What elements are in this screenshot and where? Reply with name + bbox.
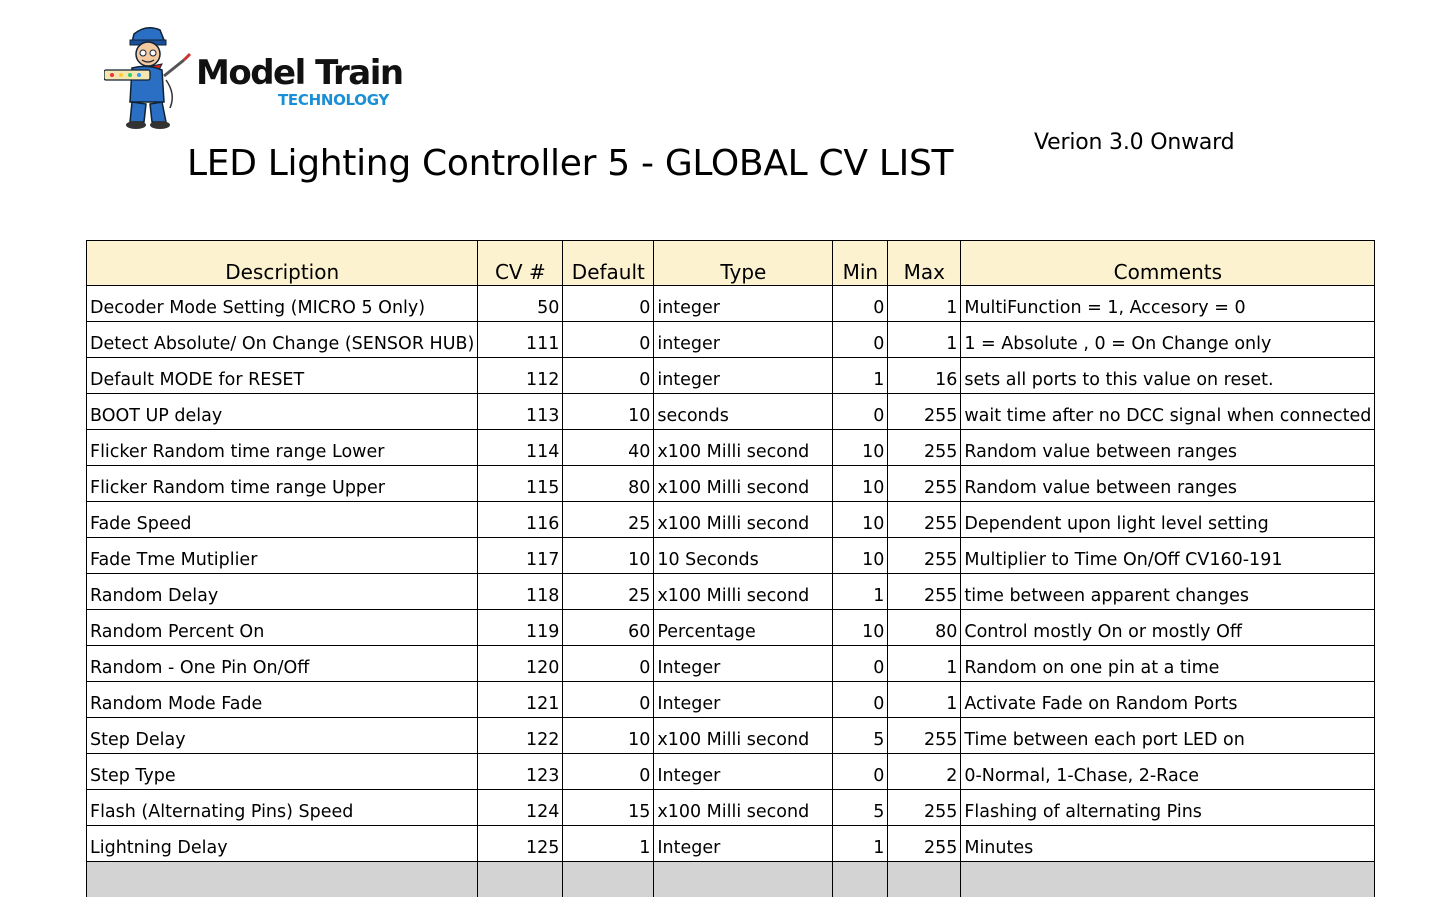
cell-default-value: 60	[563, 610, 654, 646]
cell-min-value: 0	[833, 322, 888, 358]
cell-min-value: 10	[833, 466, 888, 502]
cell-cv-number: 116	[478, 502, 563, 538]
cell-comment: 1 = Absolute , 0 = On Change only	[961, 322, 1375, 358]
cell-comment: wait time after no DCC signal when connected	[961, 394, 1375, 430]
cell-comment: Random value between ranges	[961, 430, 1375, 466]
cell-default-value: 0	[563, 646, 654, 682]
cell-description: Step Delay	[87, 718, 478, 754]
cell-cv-number: 115	[478, 466, 563, 502]
cell-comment: Random on one pin at a time	[961, 646, 1375, 682]
cell-comment: Time between each port LED on	[961, 718, 1375, 754]
cell-description: Random Delay	[87, 574, 478, 610]
table-row	[87, 286, 1375, 322]
engineer-mascot-icon	[104, 24, 204, 132]
cell-comment: MultiFunction = 1, Accesory = 0	[961, 286, 1375, 322]
cell-type: integer	[654, 322, 833, 358]
cell-cv-number: 119	[478, 610, 563, 646]
cell-default-value: 10	[563, 394, 654, 430]
cell-min-value: 5	[833, 790, 888, 826]
cell-max-value: 255	[888, 538, 961, 574]
cell-max-value: 255	[888, 466, 961, 502]
cell-comment: Random value between ranges	[961, 466, 1375, 502]
cell-cv-number: 122	[478, 718, 563, 754]
table-row	[87, 430, 1375, 466]
column-header-default: Default	[563, 241, 654, 286]
cell-comment: 0-Normal, 1-Chase, 2-Race	[961, 754, 1375, 790]
table-row	[87, 790, 1375, 826]
cell-max-value: 1	[888, 682, 961, 718]
cell-default-value: 0	[563, 754, 654, 790]
cell-comment: Activate Fade on Random Ports	[961, 682, 1375, 718]
cell-type: x100 Milli second	[654, 718, 833, 754]
cell-max-value: 255	[888, 574, 961, 610]
table-row	[87, 394, 1375, 430]
cell-description: Flicker Random time range Lower	[87, 430, 478, 466]
cell-min-value: 1	[833, 574, 888, 610]
cell-min-value: 10	[833, 502, 888, 538]
cell-max-value: 80	[888, 610, 961, 646]
cell-description: Random Mode Fade	[87, 682, 478, 718]
cell-cv-number: 121	[478, 682, 563, 718]
cell-description: Flicker Random time range Upper	[87, 466, 478, 502]
cell-min-value: 0	[833, 754, 888, 790]
cell-max-value: 255	[888, 826, 961, 862]
table-row	[87, 502, 1375, 538]
cell-min-value: 1	[833, 358, 888, 394]
column-header-type: Type	[654, 241, 833, 286]
cell-type: integer	[654, 286, 833, 322]
cell-default-value: 0	[563, 358, 654, 394]
cell-default-value: 0	[563, 286, 654, 322]
cell-comment: Flashing of alternating Pins	[961, 790, 1375, 826]
cell-type: seconds	[654, 394, 833, 430]
cell-default-value: 1	[563, 826, 654, 862]
cell-min-value: 5	[833, 718, 888, 754]
cell-max-value: 255	[888, 394, 961, 430]
column-header-cv: CV #	[478, 241, 563, 286]
cell-default-value: 0	[563, 322, 654, 358]
cv-table	[86, 240, 1375, 897]
cell-type: x100 Milli second	[654, 502, 833, 538]
cell-type: x100 Milli second	[654, 790, 833, 826]
cell-cv-number: 125	[478, 826, 563, 862]
table-row	[87, 538, 1375, 574]
table-row	[87, 826, 1375, 862]
logo-brand-main: Model Train	[196, 53, 403, 93]
cell-min-value: 10	[833, 430, 888, 466]
page-title: LED Lighting Controller 5 - GLOBAL CV LIST	[187, 143, 954, 184]
table-row	[87, 754, 1375, 790]
cell-max-value: 1	[888, 646, 961, 682]
column-header-comments: Comments	[961, 241, 1375, 286]
cell-max-value: 16	[888, 358, 961, 394]
cell-default-value: 25	[563, 502, 654, 538]
cell-min-value: 10	[833, 610, 888, 646]
cell-default-value: 0	[563, 682, 654, 718]
cell-cv-number: 120	[478, 646, 563, 682]
cell-type: Percentage	[654, 610, 833, 646]
cell-cv-number: 117	[478, 538, 563, 574]
cell-default-value: 10	[563, 538, 654, 574]
cell-comment: Control mostly On or mostly Off	[961, 610, 1375, 646]
cell-cv-number: 118	[478, 574, 563, 610]
cell-cv-number: 124	[478, 790, 563, 826]
blank-row	[87, 862, 1375, 898]
table-row	[87, 646, 1375, 682]
cell-min-value: 0	[833, 394, 888, 430]
cell-cv-number: 50	[478, 286, 563, 322]
column-header-max: Max	[888, 241, 961, 286]
cell-description: Decoder Mode Setting (MICRO 5 Only)	[87, 286, 478, 322]
cell-comment: sets all ports to this value on reset.	[961, 358, 1375, 394]
cell-min-value: 10	[833, 538, 888, 574]
cell-max-value: 1	[888, 322, 961, 358]
cell-min-value: 0	[833, 682, 888, 718]
table-row	[87, 718, 1375, 754]
cell-default-value: 80	[563, 466, 654, 502]
cell-type: x100 Milli second	[654, 466, 833, 502]
cell-description: Lightning Delay	[87, 826, 478, 862]
column-header-description: Description	[87, 241, 478, 286]
table-body	[87, 286, 1375, 898]
cell-cv-number: 114	[478, 430, 563, 466]
cell-max-value: 255	[888, 790, 961, 826]
cell-max-value: 2	[888, 754, 961, 790]
cell-type: Integer	[654, 646, 833, 682]
cell-description: Fade Speed	[87, 502, 478, 538]
cell-type: integer	[654, 358, 833, 394]
cell-default-value: 40	[563, 430, 654, 466]
table-row	[87, 574, 1375, 610]
cell-description: Fade Tme Mutiplier	[87, 538, 478, 574]
cell-description: Detect Absolute/ On Change (SENSOR HUB)	[87, 322, 478, 358]
cell-type: x100 Milli second	[654, 430, 833, 466]
cell-default-value: 15	[563, 790, 654, 826]
cell-comment: Multiplier to Time On/Off CV160-191	[961, 538, 1375, 574]
cell-default-value: 10	[563, 718, 654, 754]
cell-cv-number: 123	[478, 754, 563, 790]
table-row	[87, 466, 1375, 502]
cell-type: 10 Seconds	[654, 538, 833, 574]
cell-comment: Dependent upon light level setting	[961, 502, 1375, 538]
logo-brand-sub: TECHNOLOGY	[278, 91, 389, 109]
cell-max-value: 255	[888, 502, 961, 538]
cell-type: x100 Milli second	[654, 574, 833, 610]
table-row	[87, 610, 1375, 646]
table-row	[87, 358, 1375, 394]
cell-cv-number: 113	[478, 394, 563, 430]
cell-description: Flash (Alternating Pins) Speed	[87, 790, 478, 826]
cell-cv-number: 112	[478, 358, 563, 394]
cell-type: Integer	[654, 826, 833, 862]
cell-max-value: 255	[888, 430, 961, 466]
cell-type: Integer	[654, 682, 833, 718]
cell-comment: time between apparent changes	[961, 574, 1375, 610]
cell-description: Random Percent On	[87, 610, 478, 646]
cell-description: Random - One Pin On/Off	[87, 646, 478, 682]
cell-min-value: 1	[833, 826, 888, 862]
column-header-min: Min	[833, 241, 888, 286]
cell-cv-number: 111	[478, 322, 563, 358]
table-row	[87, 322, 1375, 358]
cell-comment: Minutes	[961, 826, 1375, 862]
cell-description: Default MODE for RESET	[87, 358, 478, 394]
brand-logo	[104, 24, 434, 134]
cell-description: Step Type	[87, 754, 478, 790]
table-row	[87, 682, 1375, 718]
version-label: Verion 3.0 Onward	[1034, 130, 1235, 155]
cell-min-value: 0	[833, 646, 888, 682]
cell-type: Integer	[654, 754, 833, 790]
cell-max-value: 255	[888, 718, 961, 754]
cell-min-value: 0	[833, 286, 888, 322]
cell-default-value: 25	[563, 574, 654, 610]
table-header-row	[87, 241, 1375, 286]
cell-max-value: 1	[888, 286, 961, 322]
cell-description: BOOT UP delay	[87, 394, 478, 430]
